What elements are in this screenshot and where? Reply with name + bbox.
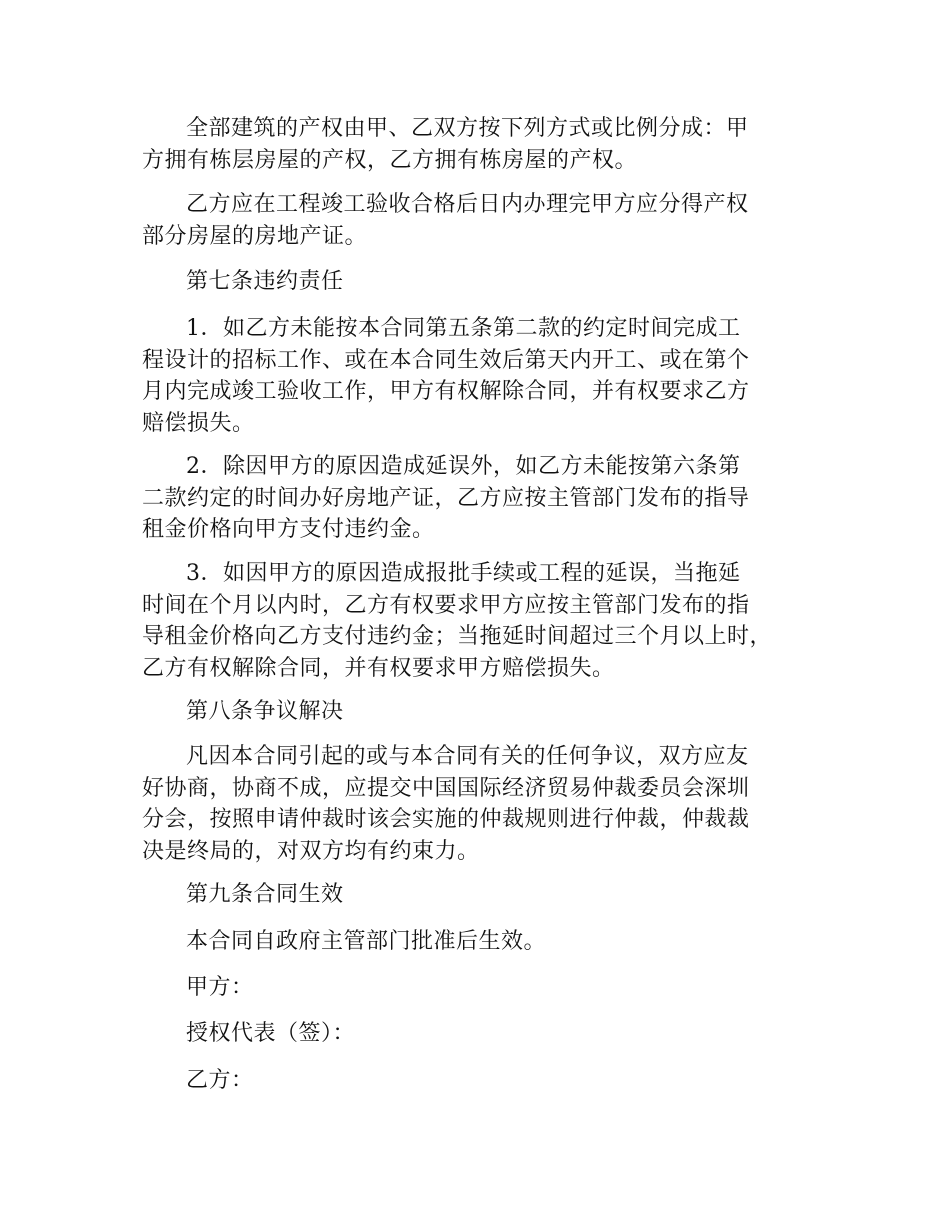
paragraph-line: 凡因本合同引起的或与本合同有关的任何争议，双方应友	[186, 744, 749, 769]
paragraph-line: 方拥有栋层房屋的产权，乙方拥有栋房屋的产权。	[142, 147, 638, 173]
signature-party-a	[142, 972, 832, 1004]
paragraph-property-rights	[142, 113, 832, 176]
heading-text: 第七条违约责任	[186, 269, 344, 294]
signature-label: 甲方：	[186, 975, 254, 1000]
clause-7-2	[142, 451, 832, 546]
section-heading-article-8	[142, 696, 832, 728]
paragraph-line: 决是终局的，对双方均有约束力。	[142, 838, 480, 864]
clause-9-effective	[142, 926, 832, 958]
clause-7-3	[142, 558, 832, 684]
section-heading-article-7	[142, 266, 832, 298]
paragraph-line: 月内完成竣工验收工作，甲方有权解除合同，并有权要求乙方	[142, 379, 750, 404]
section-heading-article-9	[142, 879, 832, 911]
paragraph-line: 时间在个月以内时，乙方有权要求甲方应按主管部门发布的指	[142, 592, 750, 618]
paragraph-line: 赔偿损失。	[142, 410, 255, 436]
paragraph-line: 3．如因甲方的原因造成报批手续或工程的延误，当拖延	[186, 561, 741, 586]
paragraph-line: 乙方应在工程竣工验收合格后日内办理完甲方应分得产权	[186, 192, 749, 217]
heading-text: 第九条合同生效	[186, 882, 344, 907]
paragraph-line: 2．除因甲方的原因造成延误外，如乙方未能按第六条第	[186, 454, 741, 479]
paragraph-line: 乙方有权解除合同，并有权要求甲方赔偿损失。	[142, 655, 615, 681]
paragraph-line: 二款约定的时间办好房地产证，乙方应按主管部门发布的指导	[142, 485, 750, 511]
signature-party-b	[142, 1065, 832, 1097]
paragraph-line: 导租金价格向乙方支付违约金；当拖延时间超过三个月以上时，	[142, 624, 773, 649]
paragraph-line: 1．如乙方未能按本合同第五条第二款的约定时间完成工	[186, 316, 741, 341]
signature-label: 乙方：	[186, 1068, 254, 1093]
paragraph-line: 全部建筑的产权由甲、乙双方按下列方式或比例分成：甲	[186, 116, 749, 141]
paragraph-line: 本合同自政府主管部门批准后生效。	[186, 929, 547, 954]
signature-label: 授权代表（签）：	[186, 1021, 356, 1046]
paragraph-line: 好协商，协商不成，应提交中国国际经济贸易仲裁委员会深圳	[142, 775, 750, 801]
clause-7-1	[142, 313, 832, 439]
paragraph-line: 程设计的招标工作、或在本合同生效后第天内开工、或在第个	[142, 347, 750, 373]
paragraph-line: 分会，按照申请仲裁时该会实施的仲裁规则进行仲裁，仲裁裁	[142, 807, 750, 832]
paragraph-line: 租金价格向甲方支付违约金。	[142, 517, 435, 542]
heading-text: 第八条争议解决	[186, 699, 344, 724]
paragraph-line: 部分房屋的房地产证。	[142, 223, 368, 249]
clause-8-dispute	[142, 741, 832, 867]
signature-authorized-rep	[142, 1018, 832, 1050]
paragraph-property-certificate	[142, 189, 832, 252]
